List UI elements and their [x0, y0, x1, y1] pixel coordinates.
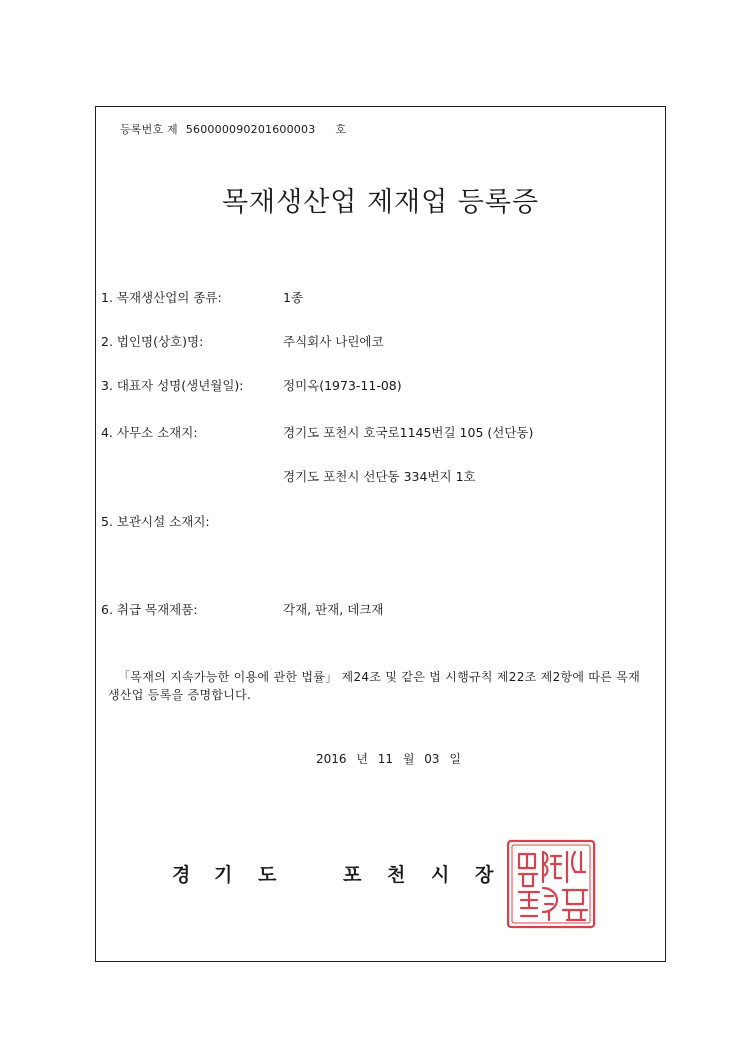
field-label-business-type: 1. 목재생산업의 종류: [101, 290, 222, 305]
issuer-char: 경 [172, 864, 191, 886]
issuer-char: 기 [214, 864, 233, 886]
certificate-border [95, 106, 666, 962]
field-label-products: 6. 취급 목재제품: [101, 602, 198, 617]
issuer-char: 천 [387, 864, 406, 886]
field-label-office-address: 4. 사무소 소재지: [101, 425, 198, 440]
official-seal-icon [505, 838, 597, 930]
field-value-products: 각재, 판재, 데크재 [283, 602, 384, 617]
certification-notice: 「목재의 지속가능한 이용에 관한 법률」 제24조 및 같은 법 시행규칙 제22조 제2항에 따른 목재생산업 등록을 증명합니다. [108, 670, 641, 702]
issuer-char: 포 [343, 864, 362, 886]
issuer-char: 도 [258, 864, 277, 886]
field-label-representative: 3. 대표자 성명(생년월일): [101, 378, 244, 393]
document-title: 목재생산업 제재업 등록증 [221, 187, 540, 218]
issuer-char: 장 [475, 864, 494, 886]
field-value-business-type: 1종 [283, 290, 304, 305]
registration-suffix: 호 [335, 123, 347, 136]
field-value-office-address-lot: 경기도 포천시 선단동 334번지 1호 [283, 469, 476, 484]
field-value-company-name: 주식회사 나린에코 [283, 334, 384, 349]
issuer-char: 시 [431, 864, 450, 886]
field-value-office-address-road: 경기도 포천시 호국로1145번길 105 (선단동) [283, 425, 534, 440]
field-label-storage-address: 5. 보관시설 소재지: [101, 514, 210, 529]
registration-number [120, 121, 346, 137]
issue-date: 2016 년 11 월 03 일 [316, 752, 461, 766]
field-label-company-name: 2. 법인명(상호)명: [101, 334, 204, 349]
field-value-representative: 정미옥(1973-11-08) [283, 378, 402, 393]
registration-value: 560000090201600003 [185, 123, 316, 136]
registration-label: 등록번호 제 [120, 123, 178, 136]
